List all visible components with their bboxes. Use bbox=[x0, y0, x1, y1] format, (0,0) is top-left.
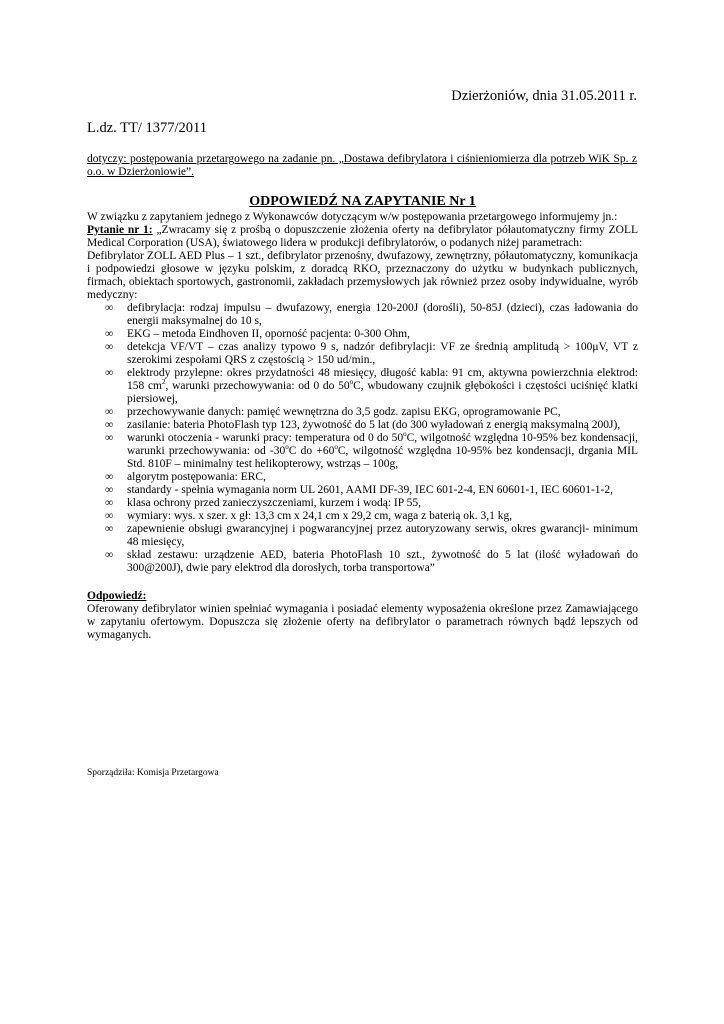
infinity-bullet-icon: ∞ bbox=[105, 406, 114, 418]
spec-text: standardy - spełnia wymagania norm UL 2601, AAMI DF-39, IEC 601-2-4, EN 60601-1, IEC 60601-1-2, bbox=[127, 484, 614, 496]
place-and-date: Dzierżoniów, dnia 31.05.2011 r. bbox=[451, 88, 637, 104]
spec-text-part: C do +60 bbox=[288, 445, 335, 457]
intro-paragraph: W związku z zapytaniem jednego z Wykonawców dotyczącym w/w postępowania przetargowego informujemy jn.: bbox=[87, 211, 618, 223]
spec-text bbox=[127, 367, 638, 405]
infinity-bullet-icon: ∞ bbox=[105, 523, 114, 535]
spec-item bbox=[87, 367, 638, 406]
spec-item bbox=[87, 471, 638, 484]
infinity-bullet-icon: ∞ bbox=[105, 510, 114, 522]
spec-text-part: elektrody przylepne: okres przydatności 48 miesięcy, długość kabla: 91 cm, aktywna powierzchnia elektrod: 158 cm bbox=[127, 367, 638, 392]
question-text: „Zwracamy się z prośbą o dopuszczenie złożenia oferty na defibrylator półautomatyczny firmy ZOLL Medical Corporation (USA), światowego lidera w produkcji defibrylatorów, o podanych niżej parametrach: bbox=[87, 224, 639, 249]
superscript: 2 bbox=[162, 378, 166, 387]
spec-text: klasa ochrony przed zanieczyszczeniami, kurzem i wodą: IP 55, bbox=[127, 497, 421, 509]
spec-item bbox=[87, 302, 638, 328]
spec-item bbox=[87, 549, 638, 575]
superscript: o bbox=[403, 430, 407, 439]
spec-item bbox=[87, 510, 638, 523]
spec-item bbox=[87, 341, 638, 367]
answer-heading: Odpowiedź: bbox=[87, 590, 147, 602]
spec-text-part: C, wilgotność względna 10-95% bez kondensacji, warunki przechowywania: od -30 bbox=[127, 432, 638, 457]
superscript: o bbox=[334, 443, 338, 452]
spec-text: skład zestawu: urządzenie AED, bateria PhotoFlash 10 szt., żywotność do 5 lat (ilość wyładowań do 300@200J), dwie pary elektrod dla dorosłych, torba transportowa” bbox=[127, 549, 638, 574]
infinity-bullet-icon: ∞ bbox=[105, 471, 114, 483]
spec-text bbox=[127, 432, 638, 470]
subject-line: dotyczy: postępowania przetargowego na zadanie pn. „Dostawa defibrylatora i ciśnieniomierza dla potrzeb WiK Sp. z o.o. w Dzierżoniowie”. bbox=[87, 153, 637, 178]
spec-item bbox=[87, 484, 638, 497]
question-label: Pytanie nr 1: bbox=[87, 224, 153, 236]
infinity-bullet-icon: ∞ bbox=[105, 497, 114, 509]
infinity-bullet-icon: ∞ bbox=[105, 432, 114, 444]
spec-text: detekcja VF/VT – czas analizy typowo 9 s, nadzór defibrylacji: VF ze średnią amplitudą > 100μV, VT z szerokimi zespołami QRS z częstością > 150 ud/min., bbox=[127, 341, 638, 366]
infinity-bullet-icon: ∞ bbox=[105, 549, 114, 561]
infinity-bullet-icon: ∞ bbox=[105, 341, 114, 353]
spec-item bbox=[87, 497, 638, 510]
spec-text: wymiary: wys. x szer. x gł: 13,3 cm x 24,1 cm x 29,2 cm, waga z baterią ok. 3,1 kg, bbox=[127, 510, 513, 522]
spec-item bbox=[87, 523, 638, 549]
spec-text-part: C, wilgotność względna 10-95% bez kondensacji, drgania MIL Std. 810F – minimalny test helikopterowy, wstrząs – 100g, bbox=[127, 445, 639, 470]
question-paragraph bbox=[87, 224, 638, 250]
spec-text: zapewnienie obsługi gwarancyjnej i pogwarancyjnej przez autoryzowany serwis, okres gwarancji- minimum 48 miesięcy, bbox=[127, 523, 638, 548]
reference-number: L.dz. TT/ 1377/2011 bbox=[87, 120, 208, 136]
spec-text: algorytm postępowania: ERC, bbox=[127, 471, 266, 483]
spec-text: EKG – metoda Eindhoven II, oporność pacjenta: 0-300 Ohm, bbox=[127, 328, 410, 340]
document-body bbox=[87, 193, 638, 642]
device-description: Defibrylator ZOLL AED Plus – 1 szt., defibrylator przenośny, dwufazowy, zewnętrzny, półautomatyczny, komunikacja i podpowiedzi głosowe w języku polskim, z doradcą RKO, przeznaczony do użytku w budynkach publicznych, firmach, obiektach sportowych, gastronomii, zakładach przemysłowych jak również przez osoby indywidualne, wyrób medyczny: bbox=[87, 250, 638, 301]
prepared-by: Sporządziła: Komisja Przetargowa bbox=[87, 768, 219, 778]
infinity-bullet-icon: ∞ bbox=[105, 328, 114, 340]
answer-paragraph: Oferowany defibrylator winien spełniać wymagania i posiadać elementy wyposażenia określone przez Zamawiającego w zapytaniu ofertowym. Dopuszcza się złożenie oferty na defibrylator o parametrach równych bądź lepszych od wymaganych. bbox=[87, 603, 638, 641]
document-title: ODPOWIEDŹ NA ZAPYTANIE Nr 1 bbox=[249, 194, 476, 209]
infinity-bullet-icon: ∞ bbox=[105, 302, 114, 314]
spec-text: przechowywanie danych: pamięć wewnętrzna do 3,5 godz. zapisu EKG, oprogramowanie PC, bbox=[127, 406, 561, 418]
spec-item bbox=[87, 432, 638, 471]
spec-item bbox=[87, 328, 638, 341]
spec-list bbox=[87, 302, 638, 575]
superscript: o bbox=[285, 443, 289, 452]
infinity-bullet-icon: ∞ bbox=[105, 419, 114, 431]
infinity-bullet-icon: ∞ bbox=[105, 484, 114, 496]
infinity-bullet-icon: ∞ bbox=[105, 367, 114, 379]
spec-text: zasilanie: bateria PhotoFlash typ 123, żywotność do 5 lat (do 300 wyładowań z energią maksymalną 200J), bbox=[127, 419, 621, 431]
spec-item bbox=[87, 419, 638, 432]
spec-text-part: , warunki przechowywania: od 0 do 50 bbox=[165, 380, 350, 392]
spec-item bbox=[87, 406, 638, 419]
superscript: o bbox=[349, 378, 354, 387]
spec-text-part: warunki otoczenia - warunki pracy: temperatura od 0 do 50 bbox=[127, 432, 404, 444]
spec-text: defibrylacja: rodzaj impulsu – dwufazowy, energia 120-200J (dorośli), 50-85J (dzieci), czas ładowania do energii maksymalnej do 10 s, bbox=[127, 302, 638, 327]
spec-text-part: C, wbudowany czujnik głębokości i częstości uciśnięć klatki piersiowej, bbox=[127, 380, 638, 405]
